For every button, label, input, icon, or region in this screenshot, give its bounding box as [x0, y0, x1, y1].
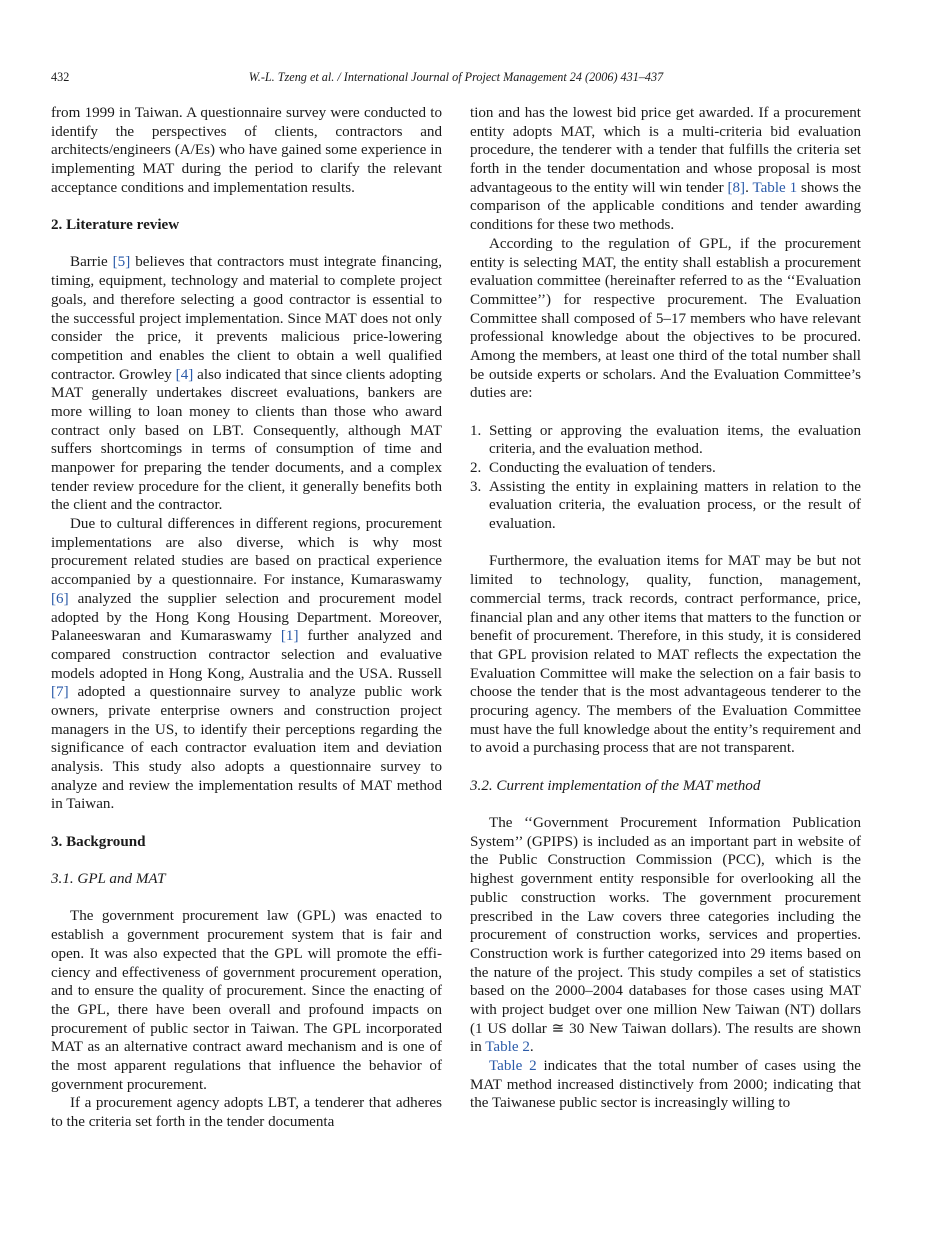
running-header	[51, 70, 861, 90]
citation-link[interactable]: [5]	[112, 254, 131, 271]
paragraph: from 1999 in Taiwan. A questionnaire survey were conducted to identify the perspectives of clients, contractors and architects/engineers (A/Es) who have gained some experience in implementing MAT during the period to clarify the relevant acceptance conditions and implementation results.	[51, 105, 442, 196]
citation-link[interactable]: [8]	[727, 179, 746, 196]
list-item: 2. Conducting the evaluation of tenders.	[470, 460, 716, 477]
running-head: W.-L. Tzeng et al. / International Journal of Project Management 24 (2006) 431–437	[248, 70, 664, 84]
right-column	[470, 104, 861, 1113]
paragraph: If a procurement agency adopts LBT, a tenderer that adheres to the criteria set forth in the tender documenta	[51, 1095, 442, 1131]
section-heading: 2. Literature review	[51, 217, 180, 234]
left-column	[51, 104, 442, 1132]
section-heading: 3. Background	[51, 833, 146, 850]
paragraph: Table 2 indicates that the total number of cases using the MAT method increased distinctively from 2000; indicating that the Taiwanese public sector is increasingly willing to	[470, 1058, 862, 1112]
paragraph: Barrie [5] believes that contractors must integrate financing, timing, equipment, technology and material to complete project goals, and therefore selecting a good contractor is essential to the successful project implementation. Since MAT does not only consider the price, it prevents malicious price-lowering competition and enables the client to obtain a well qualified contractor. Growley [4] also indicated that since clients adopting MAT generally undertakes discreet evaluations, bankers are more willing to loan money to clients than those who award contract only based on LBT. Consequently, although MAT suffers shortcomings in terms of consumption of time and manpower for preparing the tender documents, and a complex tender review procedure for the client, it generally benefits both the client and the contractor.	[51, 254, 442, 514]
list-item: 3. Assisting the entity in explaining matters in relation to the evaluation criteria, the evaluation process, or the result of evaluation.	[470, 478, 861, 533]
paragraph: The government procurement law (GPL) was enacted to establish a government procurement system that is fair and open. It was also expected that the GPL will promote the efficiency and effectiveness of government procurement operation, and to ensure the quality of procurement. Since the enacting of the GPL, there have been overall and profound impacts on procurement of public sector in Taiwan. The GPL incorporated MAT as an alternative contract award mechanism and is one of the most apparent regulations that influence the behavior of government procurement.	[51, 908, 442, 1093]
page-number: 432	[51, 70, 70, 84]
paragraph: Furthermore, the evaluation items for MAT may be but not limited to technology, quality, function, management, commercial terms, track records, contract performance, price, financial plan and any other items that matters to the function or benefit of procurement. Therefore, in this study, it is considered that GPL provision related to MAT reflects the expectation the Evaluation Committee will make the selection on a fair basis to choose the tender that is the most advantageous tenderer to the procuring agency. The members of the Evaluation Committee must have the full knowledge about the entity’s requirement and to avoid a purchasing process that are not transparent.	[470, 553, 861, 757]
citation-link[interactable]: [6]	[51, 590, 69, 607]
paragraph: tion and has the lowest bid price get awarded. If a procurement entity adopts MAT, which is a multi-criteria bid evaluation procedure, the tenderer with a tender that fulfills the criteria set forth in the tender documentation and whose proposal is most advantageous to the entity will win tender [8]. Table 1 shows the comparison of the applicable conditions and tender awarding conditions for these two methods.	[470, 105, 862, 234]
table-link[interactable]: Table 2	[485, 1039, 530, 1056]
paragraph: The ‘‘Government Procurement Information Publication System’’ (GPIPS) is included as an important part in website of the Public Construction Commission (PCC), which is the highest government entity responsible for overlooking all the public construction works. The government procurement prescribed in the Law covers three categories including the procurement of construction works, services and properties. Construction work is further categorized into 29 items based on the nature of the project. This study compiles a set of statistics based on the 2000–2004 databases for those cases using MAT with project budget over one million New Taiwan (NT) dollars (1 US dollar ≅ 30 New Taiwan dollars). The results are shown in Table 2.	[470, 815, 861, 1056]
citation-link[interactable]: [7]	[51, 684, 69, 701]
duties-list	[470, 422, 861, 534]
table-link[interactable]: Table 1	[752, 179, 798, 196]
paragraph: Due to cultural differences in different regions, procurement implementations are also diverse, which is why most procurement related studies are based on practical experience accompanied by a questionnaire. For instance, Kumaraswamy [6] analyzed the supplier selection and procurement model adopted by the Hong Kong Housing Department. Moreover, Palaneeswaran and Kumaraswamy [1] further analyzed and compared construction contractor selection and evaluative models adopted in Hong Kong, Australia and the USA. Russell [7] adopted a questionnaire survey to analyze public work owners, private enterprise owners and construction project managers in the US, to identify their perceptions regarding the significance of each contractor evaluation item and deviation analysis. This study also adopts a questionnaire survey to analyze and review the implementation results of MAT method in Taiwan.	[51, 516, 442, 813]
table-link[interactable]: Table 2	[489, 1058, 537, 1074]
subsection-heading: 3.2. Current implementation of the MAT method	[470, 777, 761, 794]
citation-link[interactable]: [4]	[175, 366, 194, 383]
subsection-heading: 3.1. GPL and MAT	[51, 871, 166, 888]
list-item: 1. Setting or approving the evaluation items, the evaluation criteria, and the evaluation method.	[470, 422, 861, 458]
citation-link[interactable]: [1]	[280, 628, 299, 645]
paragraph: According to the regulation of GPL, if the procurement entity is selecting MAT, the entity shall establish a procurement evaluation committee (hereinafter referred to as the ‘‘Evaluation Committee’’) for respective procurement. The Evaluation Committee shall composed of 5–17 members who have relevant professional knowledge about the objectives to be procured. Among the members, at least one third of the total number shall be outside experts or scholars. And the Evaluation Committee’s duties are:	[470, 235, 861, 402]
